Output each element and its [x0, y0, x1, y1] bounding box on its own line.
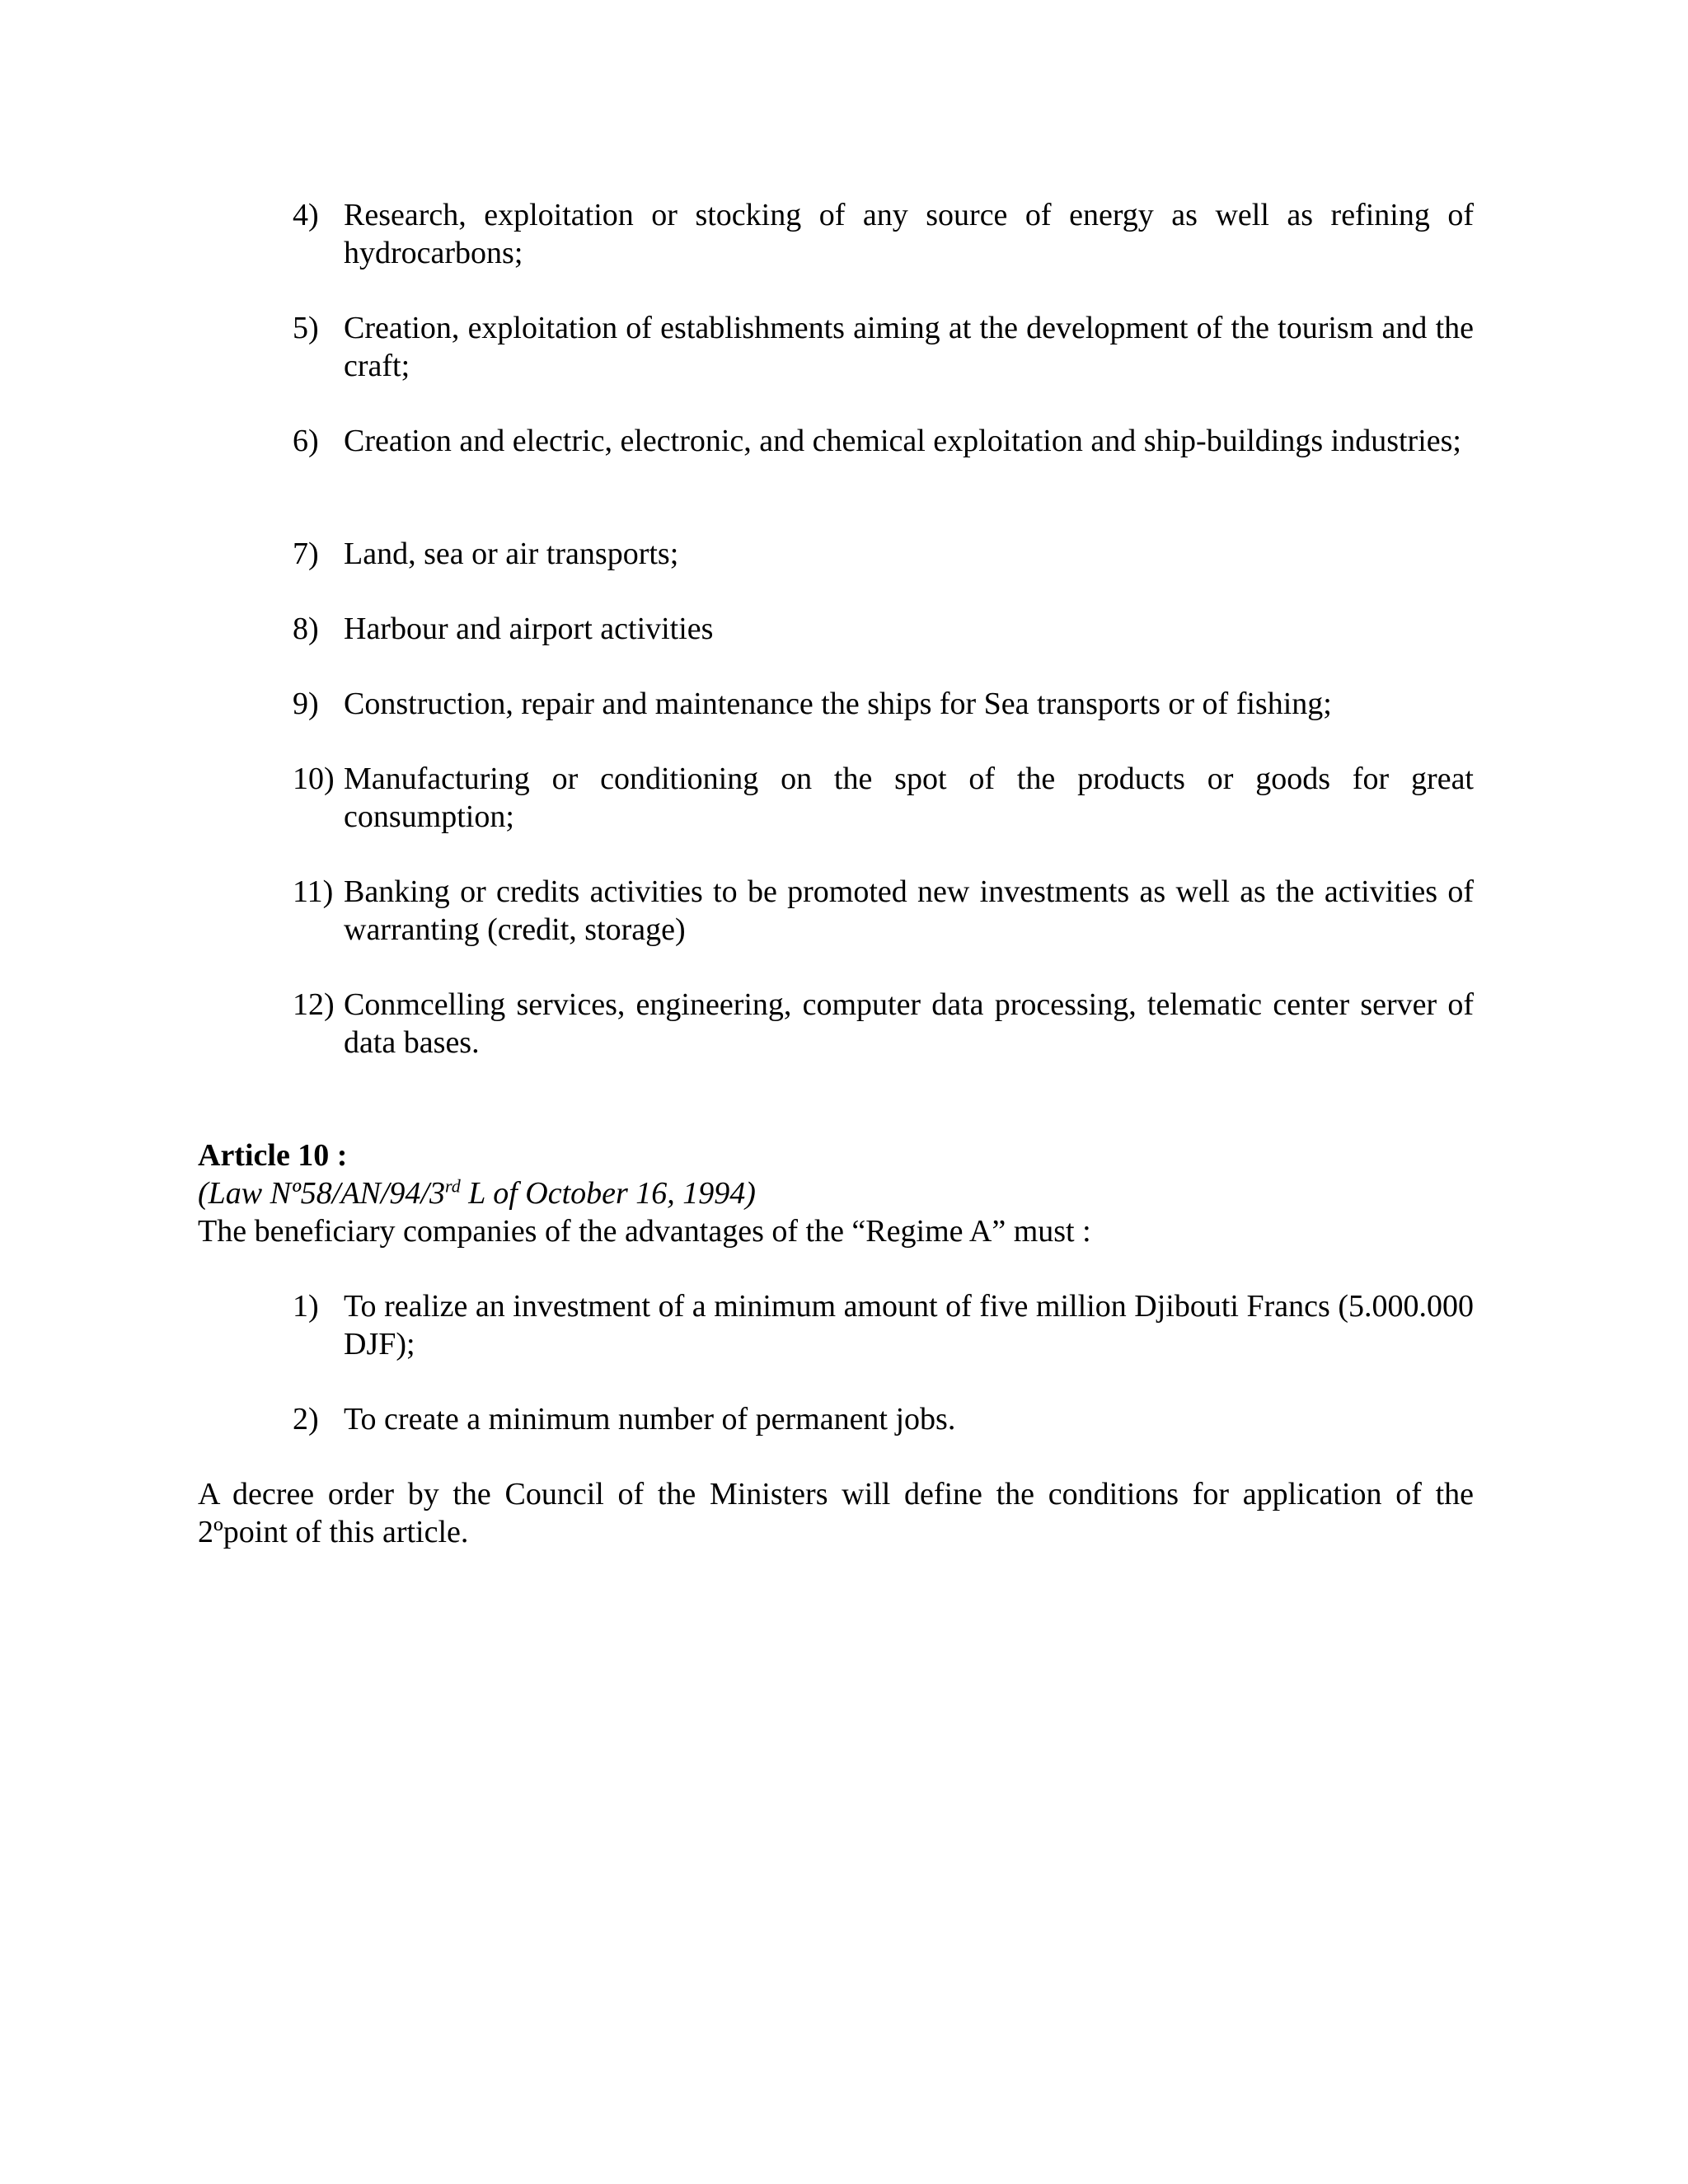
- citation-text: (Law Nº58/AN/94/3: [198, 1176, 445, 1211]
- list-item-11: [293, 873, 1474, 949]
- list-item-number: 7): [293, 537, 319, 571]
- list-item-text: To create a minimum number of permanent jobs.: [344, 1402, 956, 1436]
- list-item-text: Land, sea or air transports;: [344, 537, 679, 571]
- list-item-number: 12): [293, 987, 335, 1022]
- article-list-item-2: [293, 1400, 1474, 1438]
- list-item-text: To realize an investment of a minimum amount of five million Djibouti Francs (5.000.000 DJF);: [344, 1289, 1474, 1361]
- list-item-number: 8): [293, 612, 319, 646]
- list-item-number: 6): [293, 424, 319, 458]
- article-closing-paragraph: A decree order by the Council of the Ministers will define the conditions for application of the 2ºpoint of this article.: [198, 1477, 1474, 1549]
- list-item-number: 11): [293, 874, 334, 909]
- citation-text-end: L of October 16, 1994): [460, 1176, 756, 1211]
- list-item-text: Banking or credits activities to be promoted new investments as well as the activities of warranting (credit, storage): [344, 874, 1474, 947]
- list-item-5: [293, 309, 1474, 385]
- list-item-12: [293, 986, 1474, 1062]
- list-item-text: Research, exploitation or stocking of any source of energy as well as refining of hydrocarbons;: [344, 198, 1474, 270]
- list-item-7: [293, 535, 1474, 573]
- list-item-8: [293, 610, 1474, 648]
- list-item-text: Construction, repair and maintenance the ships for Sea transports or of fishing;: [344, 687, 1332, 721]
- list-item-10: [293, 760, 1474, 836]
- list-item-text: Conmcelling services, engineering, computer data processing, telematic center server of data bases.: [344, 987, 1474, 1060]
- article-list-item-1: [293, 1287, 1474, 1363]
- article-citation: [198, 1174, 1474, 1212]
- list-item-text: Manufacturing or conditioning on the spot of the products or goods for great consumption;: [344, 762, 1474, 834]
- citation-superscript: rd: [445, 1175, 461, 1197]
- list-item-text: Harbour and airport activities: [344, 612, 714, 646]
- list-item-number: 2): [293, 1402, 319, 1436]
- list-item-number: 9): [293, 687, 319, 721]
- list-item-4: [293, 196, 1474, 272]
- list-item-6: [293, 422, 1474, 460]
- list-item-number: 5): [293, 311, 319, 345]
- list-item-number: 1): [293, 1289, 319, 1324]
- article-heading: Article 10 :: [198, 1138, 348, 1173]
- list-item-number: 4): [293, 198, 319, 232]
- article-intro: The beneficiary companies of the advantages of the “Regime A” must :: [198, 1214, 1091, 1249]
- list-item-text: Creation and electric, electronic, and chemical exploitation and ship-buildings industries;: [344, 424, 1461, 458]
- list-item-9: [293, 685, 1474, 723]
- list-item-number: 10): [293, 762, 335, 796]
- list-item-text: Creation, exploitation of establishments aiming at the development of the tourism and the craft;: [344, 311, 1474, 383]
